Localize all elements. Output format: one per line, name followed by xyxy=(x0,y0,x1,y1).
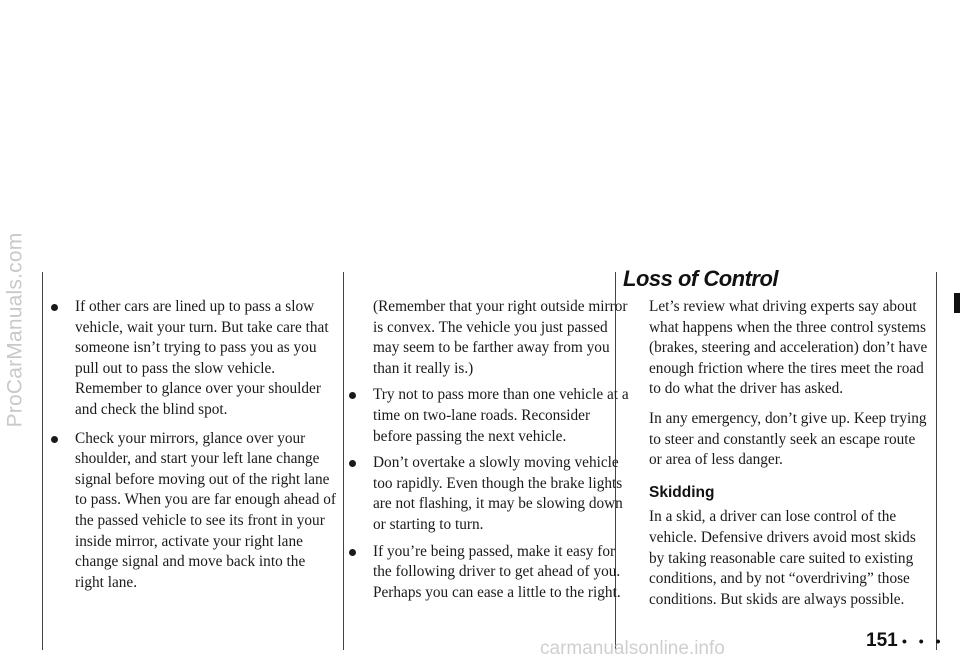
subheading-skidding: Skidding xyxy=(649,483,715,501)
bullet-icon xyxy=(51,436,58,443)
paragraph: In any emergency, don’t give up. Keep trying to steer and constantly seek an escape route or area of less danger. xyxy=(649,409,927,469)
column-3 xyxy=(649,297,931,619)
watermark-carmanualsonline: carmanualsonline.info xyxy=(540,638,725,659)
bullet-icon xyxy=(51,304,58,311)
list-item xyxy=(373,453,631,535)
column-rule-middle xyxy=(343,272,344,650)
page-number: 151 xyxy=(866,630,898,651)
list-item xyxy=(75,429,337,594)
continuation-paragraph: (Remember that your right outside mirror is convex. The vehicle you just passed may seem to be farther away from you than it really is.) xyxy=(373,298,628,377)
bullet-text: If other cars are lined up to pass a slow vehicle, wait your turn. But take care that someone isn’t trying to pass you as you pull out to pass the slow vehicle. Remember to glance over your shoulder and check the blind spot. xyxy=(75,298,329,418)
bullet-text: Check your mirrors, glance over your shoulder, and start your left lane change signal before moving out of the right lane to pass. When you are far enough ahead of the passed vehicle to see its front in your inside mirror, activate your right lane change signal and move back into the right lane. xyxy=(75,429,336,591)
column-1-bullet-list xyxy=(75,297,337,593)
column-rule-left xyxy=(42,272,43,650)
paragraph: Let’s review what driving experts say about what happens when the three control systems (brakes, steering and acceleration) don’t have enough friction where the tires meet the road to do what the driver has asked. xyxy=(649,298,928,398)
bullet-text: If you’re being passed, make it easy for the following driver to get ahead of you. Perhaps you can ease a little to the right. xyxy=(373,542,621,601)
list-item xyxy=(373,385,631,447)
page-number-dots: • • • xyxy=(902,633,945,649)
paragraph: In a skid, a driver can lose control of the vehicle. Defensive drivers avoid most skids by taking reasonable care suited to existing conditions, and by not “overdriving” those conditions. But skids are always possible. xyxy=(649,508,916,608)
bullet-icon xyxy=(349,549,356,556)
bullet-icon xyxy=(349,392,356,399)
list-item xyxy=(373,542,631,604)
list-item xyxy=(75,297,337,421)
bullet-icon xyxy=(349,460,356,467)
bullet-text: Don’t overtake a slowly moving vehicle too rapidly. Even though the brake lights are not flashing, it may be slowing down or starting to turn. xyxy=(373,454,623,533)
column-2 xyxy=(373,297,631,609)
bullet-text: Try not to pass more than one vehicle at a time on two-lane roads. Reconsider before passing the next vehicle. xyxy=(373,386,629,445)
page-edge-mark xyxy=(954,293,960,313)
column-rule-far-right xyxy=(936,272,937,650)
column-1 xyxy=(75,297,337,599)
section-title: Loss of Control xyxy=(623,266,779,291)
watermark-procarmanuals: ProCarManuals.com xyxy=(3,232,26,428)
column-2-bullet-list xyxy=(373,385,631,603)
